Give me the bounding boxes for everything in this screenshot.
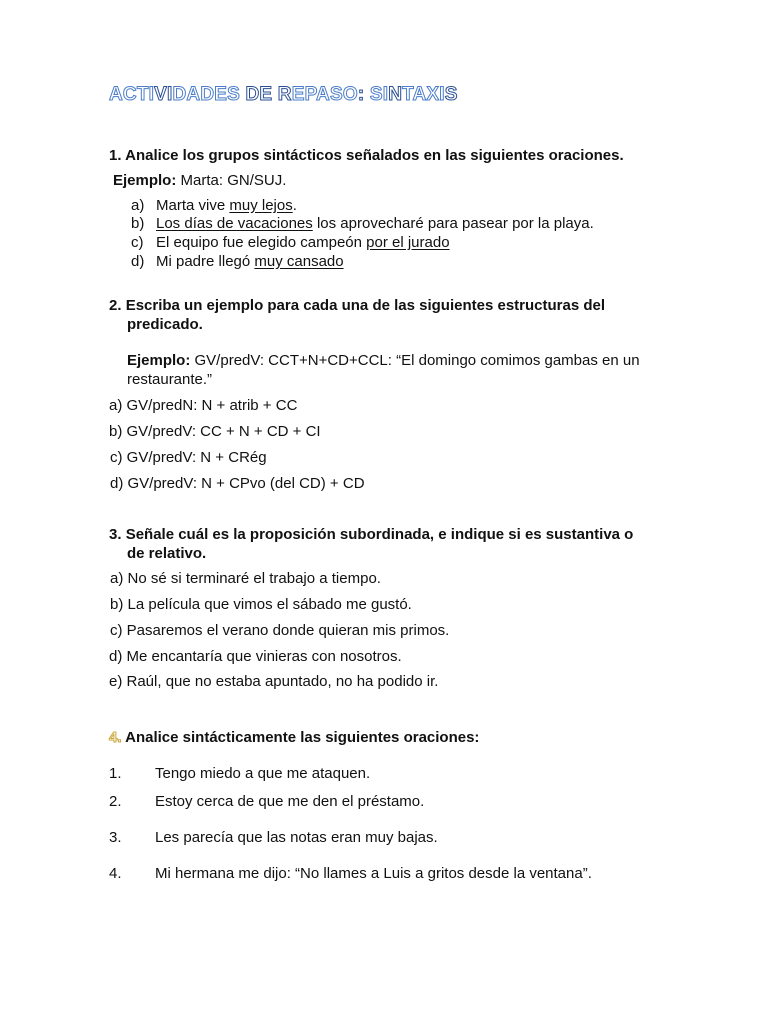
item-text: Tengo miedo a que me ataquen. [155,765,371,782]
underlined-phrase: por el jurado [366,234,450,251]
question-3-heading-continued [127,544,206,563]
list-item: d) Me encantaría que vinieras con nosotros. [109,648,402,665]
list-item [131,252,344,271]
item-text: Mi padre llegó [156,253,255,270]
question-1-heading [109,146,624,165]
list-item: c) Pasaremos el verano donde quieran mis primos. [110,622,450,639]
list-item [109,864,592,883]
question-4-heading [109,728,479,747]
item-text: Marta vive [156,197,230,214]
item-number: 1. [109,765,122,782]
item-number: 3. [109,829,122,846]
question-2-example [127,351,640,370]
title-part: S [444,84,458,105]
question-text: predicado. [127,316,203,333]
list-item [131,196,297,215]
example-text: restaurante.” [127,371,213,388]
underlined-phrase: muy lejos [229,197,293,214]
item-text: Estoy cerca de que me den el préstamo. [155,793,425,810]
list-item: d) GV/predV: N + CPvo (del CD) + CD [110,475,365,492]
question-number: 1. [109,147,122,164]
underlined-phrase: muy cansado [254,253,344,270]
question-text: Escriba un ejemplo para cada una de las siguientes estructuras del [125,297,606,314]
title-part: ACTI [109,84,155,105]
list-item: a) GV/predN: N + atrib + CC [109,397,298,414]
example-text: Marta: GN/SUJ. [176,172,287,189]
item-label: c) [131,234,144,251]
list-item [131,233,450,252]
title-part: N [388,84,403,105]
question-text: Analice sintácticamente las siguientes oraciones: [121,729,480,746]
item-label: d) [131,253,145,270]
list-item [109,764,370,783]
document-title [109,84,458,106]
question-text: Señale cuál es la proposición subordinada, e indique si es sustantiva o [125,526,634,543]
item-number: 4. [109,865,122,882]
question-number: 3. [109,526,122,543]
list-item [109,792,424,811]
question-3-heading [109,525,633,544]
question-1-example [113,171,286,190]
example-text: GV/predV: CCT+N+CD+CCL: “El domingo comimos gambas en un [190,352,640,369]
title-part: TAXI [402,84,445,105]
list-item: b) La película que vimos el sábado me gustó. [110,596,412,613]
item-text: . [292,197,297,214]
list-item: c) GV/predV: N + CRég [110,449,267,466]
title-part: : [357,84,370,105]
question-number: 4. [109,729,122,746]
list-item [109,828,438,847]
title-part: R [277,84,292,105]
list-item: a) No sé si terminaré el trabajo a tiempo. [110,570,381,587]
question-2-heading-continued [127,315,203,334]
title-part: VI [154,84,173,105]
title-part: EPASO [291,84,358,105]
title-part: DADES [172,84,246,105]
item-text: Les parecía que las notas eran muy bajas. [155,829,438,846]
item-text: El equipo fue elegido campeón [156,234,367,251]
list-item: e) Raúl, que no estaba apuntado, no ha podido ir. [109,673,439,690]
title-part: SI [369,84,389,105]
item-text: los aprovecharé para pasear por la playa. [312,215,594,232]
question-2-example-continued [127,370,212,389]
example-label: Ejemplo: [113,172,177,189]
item-text: Mi hermana me dijo: “No llames a Luis a gritos desde la ventana”. [155,865,592,882]
underlined-phrase: Los días de vacaciones [156,215,313,232]
item-number: 2. [109,793,122,810]
question-text: de relativo. [127,545,207,562]
question-text: Analice los grupos sintácticos señalados en las siguientes oraciones. [125,147,624,164]
example-label: Ejemplo: [127,352,191,369]
item-label: b) [131,215,145,232]
title-part: DE [245,84,278,105]
list-item: b) GV/predV: CC + N + CD + CI [109,423,321,440]
item-label: a) [131,197,145,214]
question-number: 2. [109,297,122,314]
list-item [131,214,594,233]
question-2-heading [109,296,605,315]
